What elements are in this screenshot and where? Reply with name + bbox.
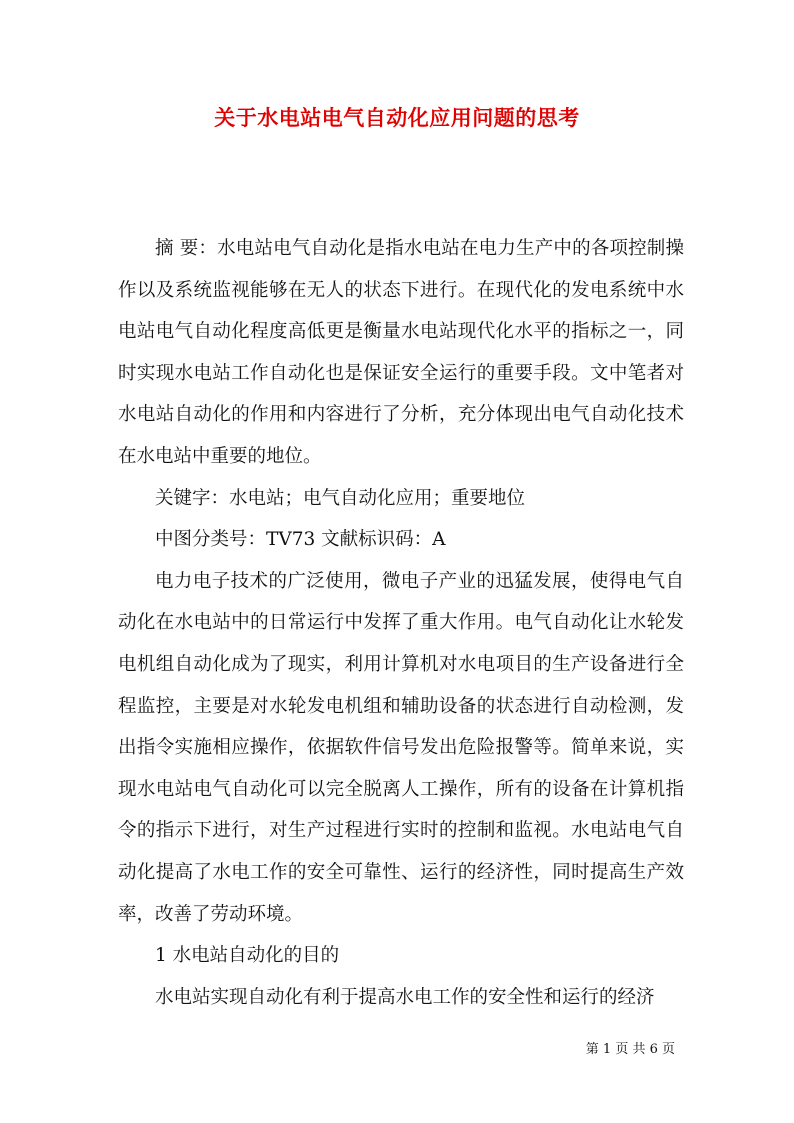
document-title: 关于水电站电气自动化应用问题的思考 xyxy=(214,105,580,130)
keywords-paragraph: 关键字：水电站；电气自动化应用；重要地位 xyxy=(155,487,526,509)
section-heading: 1 水电站自动化的目的 xyxy=(155,945,340,967)
classification-paragraph: 中图分类号：TV73 文献标识码：A xyxy=(155,529,446,551)
page-footer: 第 1 页 共 6 页 xyxy=(585,1042,675,1057)
document-body xyxy=(118,228,684,1018)
abstract-paragraph: 摘 要：水电站电气自动化是指水电站在电力生产中的各项控制操作以及系统监视能够在无人的状态下进行。在现代化的发电系统中水电站电气自动化程度高低更是衡量水电站现代化水平的指标之一，同时实现水电站工作自动化也是保证安全运行的重要手段。文中笔者对水电站自动化的作用和内容进行了分析，充分体现出电气自动化技术在水电站中重要的地位。 xyxy=(118,238,684,467)
intro-paragraph: 电力电子技术的广泛使用，微电子产业的迅猛发展，使得电气自动化在水电站中的日常运行中发挥了重大作用。电气自动化让水轮发电机组自动化成为了现实，利用计算机对水电项目的生产设备进行全程监控，主要是对水轮发电机组和辅助设备的状态进行自动检测，发出指令实施相应操作，依据软件信号发出危险报警等。简单来说，实现水电站电气自动化可以完全脱离人工操作，所有的设备在计算机指令的指示下进行，对生产过程进行实时的控制和监视。水电站电气自动化提高了水电工作的安全可靠性、运行的经济性，同时提高生产效率，改善了劳动环境。 xyxy=(118,570,684,925)
section-paragraph: 水电站实现自动化有利于提高水电工作的安全性和运行的经济 xyxy=(155,986,655,1008)
